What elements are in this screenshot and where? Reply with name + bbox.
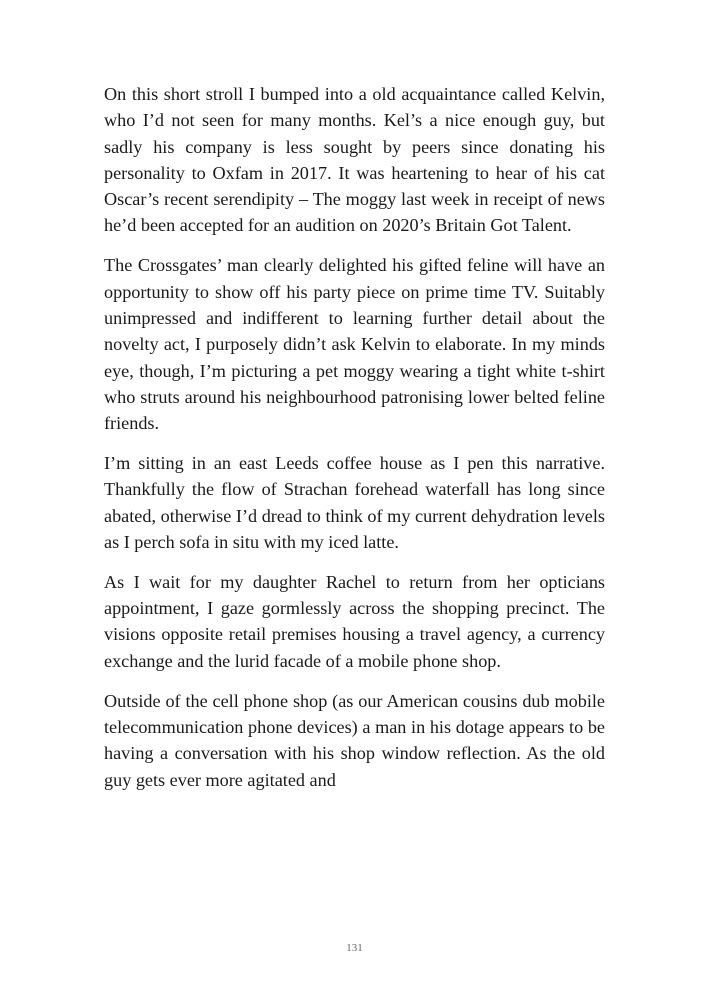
paragraph-3: I’m sitting in an east Leeds coffee house as I pen this narrative. Thankfully the flow of Strachan forehead waterfall has long since abated, otherwise I’d dread to think of my current dehydration levels as I perch sofa in situ with my iced latte.	[104, 453, 605, 552]
paragraph-4: As I wait for my daughter Rachel to return from her opticians appointment, I gaze gormlessly across the shopping precinct. The visions opposite retail premises housing a travel agency, a currency exchange and the lurid facade of a mobile phone shop.	[104, 571, 605, 671]
paragraph-2: The Crossgates’ man clearly delighted his gifted feline will have an opportunity to show off his party piece on prime time TV. Suitably unimpressed and indifferent to learning further detail about the novelty act, I purposely didn’t ask Kelvin to elaborate. In my minds eye, though, I’m picturing a pet moggy wearing a tight white t-shirt who struts around his neighbourhood patronising lower belted feline friends.	[104, 255, 605, 434]
paragraph-1: On this short stroll I bumped into a old acquaintance called Kelvin, who I’d not seen for many months. Kel’s a nice enough guy, but sadly his company is less sought by peers since donating his personality to Oxfam in 2017. It was heartening to hear of his cat Oscar’s recent serendipity – The moggy last week in receipt of news he’d been accepted for an audition on 2020’s Britain Got Talent.	[104, 84, 605, 236]
page-number: 131	[346, 942, 363, 954]
body-text	[104, 81, 605, 806]
paragraph-5: Outside of the cell phone shop (as our American cousins dub mobile telecommunication phone devices) a man in his dotage appears to be having a conversation with his shop window reflection. As the old guy gets ever more agitated and	[104, 690, 605, 790]
